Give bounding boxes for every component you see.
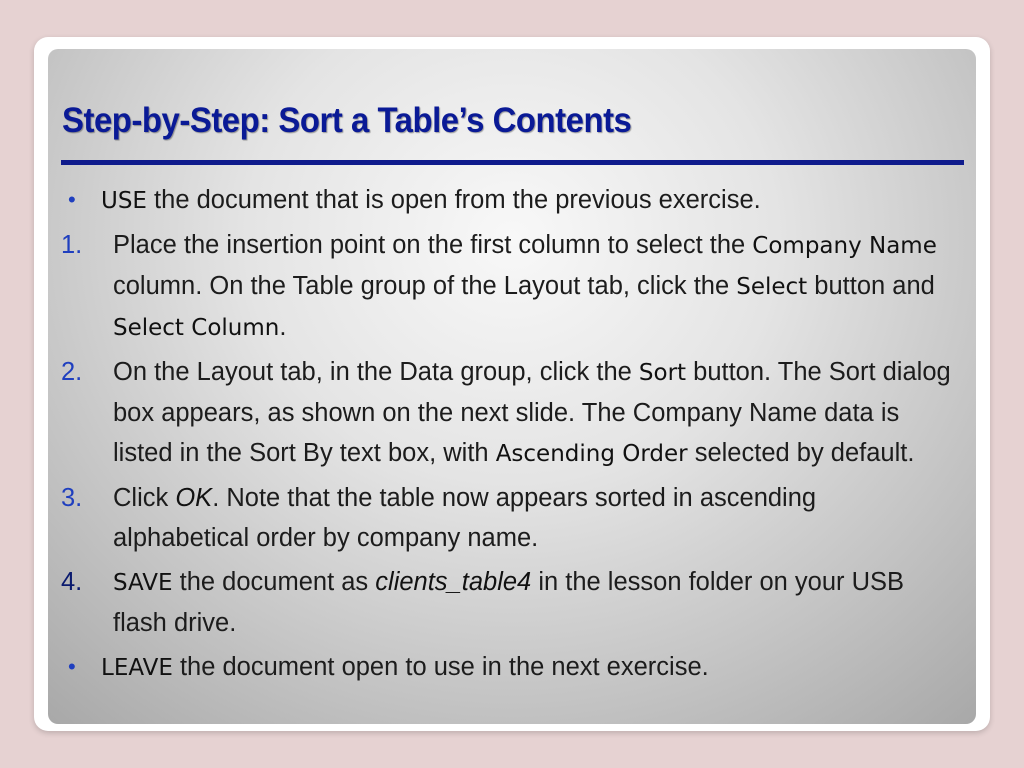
italic-keyword: clients_table4 <box>375 568 532 596</box>
step-text <box>113 562 956 643</box>
keyword: Select <box>736 274 808 300</box>
text-run: column. On the Table group of the Layout tab, click the <box>113 272 737 300</box>
keyword: SAVE <box>113 570 173 596</box>
keyword: Ascending Order <box>495 441 688 467</box>
bullet-item-leave <box>48 647 976 688</box>
bullet-item-use <box>48 180 976 221</box>
text-run: button. The Sort dialog box appears, as shown on the next slide. The Company Name data is listed in the Sort By text box, with <box>113 358 951 467</box>
slide-title: Step-by-Step: Sort a Table’s Contents <box>62 101 632 140</box>
text-run: in the lesson folder on your USB flash drive. <box>113 568 905 637</box>
keyword: Sort <box>638 360 687 386</box>
text-run: the document open to use in the next exercise. <box>172 653 709 681</box>
text-run: . <box>279 313 287 341</box>
step-item-1 <box>48 225 976 348</box>
step-item-4 <box>48 562 976 643</box>
bullet-marker: • <box>68 187 76 212</box>
keyword: USE <box>101 188 147 214</box>
slide-content <box>48 180 976 692</box>
text-run: On the Layout tab, in the Data group, click the <box>113 358 639 386</box>
step-text <box>113 478 956 558</box>
step-number: 2. <box>61 358 83 386</box>
bullet-text <box>101 180 956 221</box>
step-number: 1. <box>61 231 83 259</box>
keyword: LEAVE <box>101 655 173 681</box>
step-item-2 <box>48 352 976 474</box>
text-run: selected by default. <box>687 439 915 467</box>
keyword: Company Name <box>752 233 937 259</box>
bullet-marker: • <box>68 654 76 679</box>
step-number: 4. <box>61 568 83 596</box>
step-number: 3. <box>61 484 83 512</box>
text-run: the document that is open from the previous exercise. <box>146 186 761 214</box>
text-run: Place the insertion point on the first column to select the <box>113 231 753 259</box>
text-run: Click <box>113 484 176 512</box>
title-underline <box>61 160 964 165</box>
slide-panel <box>48 49 976 724</box>
text-run: . Note that the table now appears sorted in ascending alphabetical order by company name. <box>113 484 817 552</box>
text-run: button and <box>807 272 935 300</box>
step-text <box>113 352 956 474</box>
italic-keyword: OK <box>175 484 213 512</box>
bullet-text <box>101 647 956 688</box>
step-item-3 <box>48 478 976 558</box>
keyword: Select Column <box>113 315 280 341</box>
text-run: the document as <box>172 568 376 596</box>
step-text <box>113 225 956 348</box>
